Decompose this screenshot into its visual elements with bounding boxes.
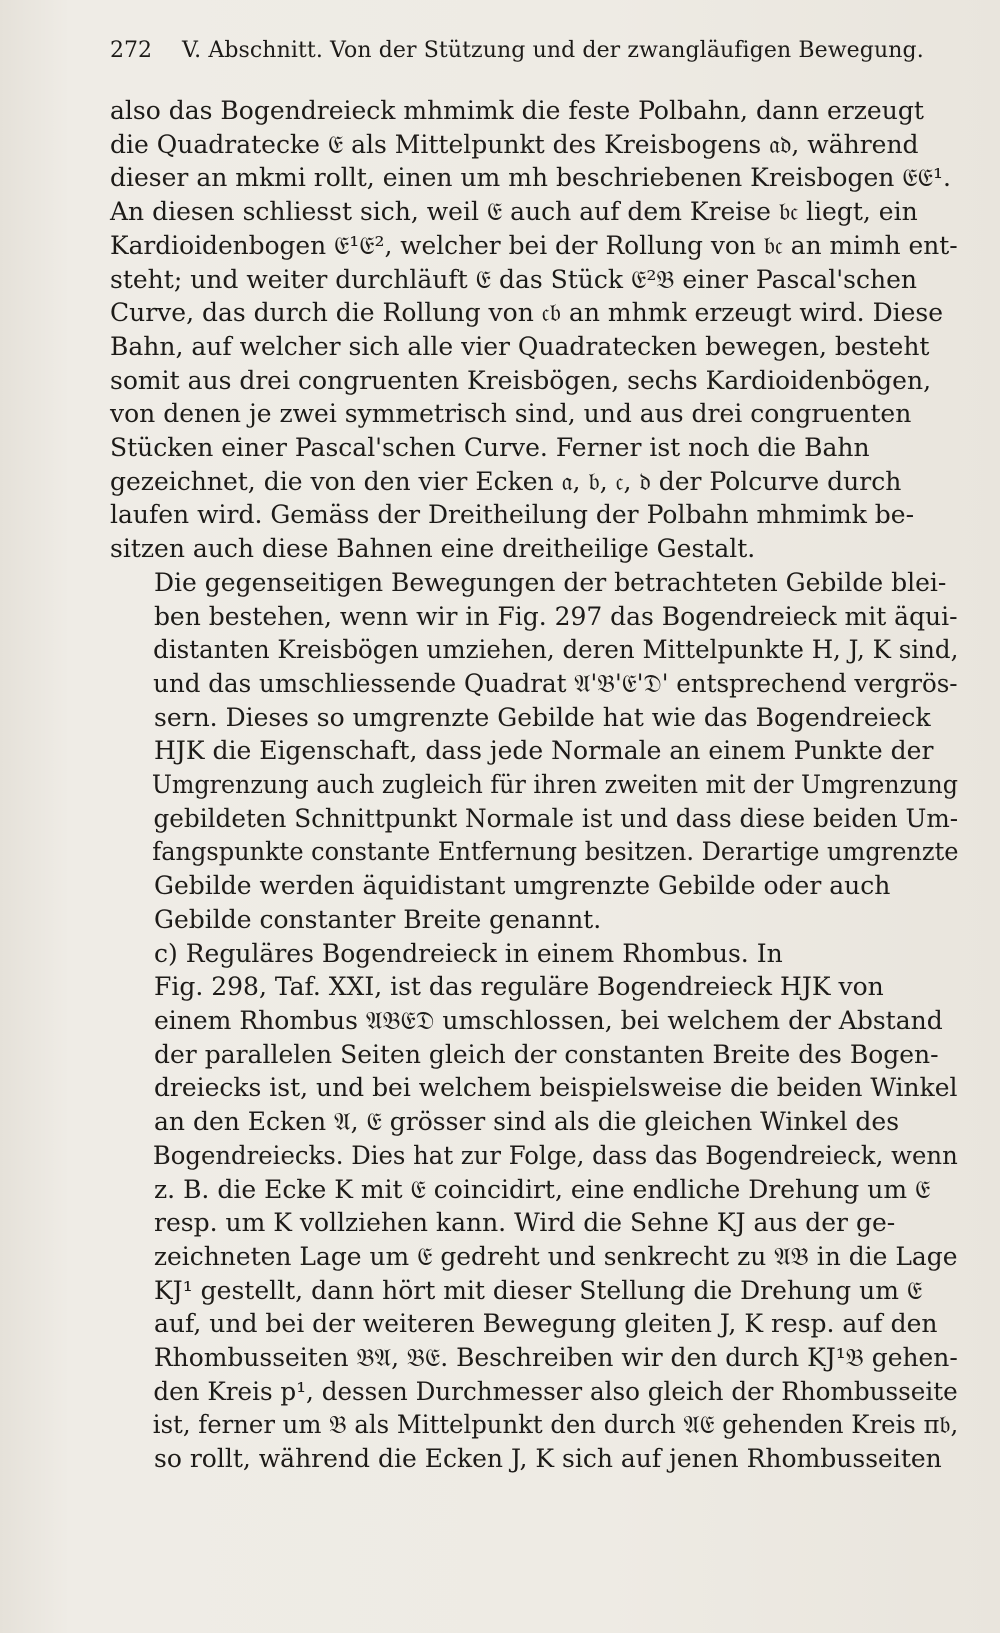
text-line: gebildeten Schnittpunkt Normale ist und dass diese beiden Um-	[153, 803, 959, 833]
text-line: gezeichnet, die von den vier Ecken 𝔞, 𝔟, 𝔠, 𝔡 der Polcurve durch	[110, 466, 902, 496]
text-line: c) Reguläres Bogendreieck in einem Rhombus. In	[154, 938, 783, 968]
text-line: auf, und bei der weiteren Bewegung gleiten J, K resp. auf den	[154, 1309, 938, 1339]
text-line: Umgrenzung auch zugleich für ihren zweiten mit der Umgrenzung	[151, 770, 958, 800]
text-line: ist, ferner um 𝔅 als Mittelpunkt den durch 𝔄𝔈 gehenden Kreis π𝔟,	[152, 1410, 959, 1440]
text-line: Gebilde werden äquidistant umgrenzte Gebilde oder auch	[154, 871, 891, 901]
text-line: und das umschliessende Quadrat 𝔄'𝔅'𝔈'𝔇' entsprechend vergrös-	[153, 668, 958, 698]
text-line: distanten Kreisbögen umziehen, deren Mittelpunkte H, J, K sind,	[153, 635, 959, 665]
text-line: Stücken einer Pascal'schen Curve. Ferner ist noch die Bahn	[110, 433, 870, 463]
text-line: an den Ecken 𝔄, 𝔈 grösser sind als die gleichen Winkel des	[154, 1107, 900, 1137]
text-line: Curve, das durch die Rollung von 𝔠𝔟 an mhmk erzeugt wird. Diese	[110, 298, 944, 328]
paragraph	[110, 566, 958, 937]
text-line: Kardioidenbogen 𝔈¹𝔈², welcher bei der Rollung von 𝔟𝔠 an mimh ent-	[110, 230, 958, 260]
text-line: HJK die Eigenschaft, dass jede Normale an einem Punkte der	[154, 736, 934, 766]
text-line: z. B. die Ecke K mit 𝔈 coincidirt, eine endliche Drehung um 𝔈	[154, 1174, 931, 1204]
text-line: Die gegenseitigen Bewegungen der betrachteten Gebilde blei-	[154, 567, 947, 597]
text-line: ben bestehen, wenn wir in Fig. 297 das Bogendreieck mit äqui-	[153, 601, 958, 631]
text-line: sern. Dieses so umgrenzte Gebilde hat wie das Bogendreieck	[154, 702, 931, 732]
running-head: V. Abschnitt. Von der Stützung und der zwangläufigen Bewegung.	[182, 38, 924, 63]
text-line: Fig. 298, Taf. XXI, ist das reguläre Bogendreieck HJK von	[154, 972, 884, 1002]
text-line: Gebilde constanter Breite genannt.	[154, 904, 602, 934]
text-line: An diesen schliesst sich, weil 𝔈 auch auf dem Kreise 𝔟𝔠 liegt, ein	[110, 197, 918, 227]
text-line: Bogendreiecks. Dies hat zur Folge, dass das Bogendreieck, wenn	[152, 1140, 958, 1170]
text-line: steht; und weiter durchläuft 𝔈 das Stück 𝔈²𝔅 einer Pascal'schen	[110, 264, 917, 294]
text-line: einem Rhombus 𝔄𝔅𝔈𝔇 umschlossen, bei welchem der Abstand	[154, 1005, 943, 1035]
text-line: zeichneten Lage um 𝔈 gedreht und senkrecht zu 𝔄𝔅 in die Lage	[153, 1241, 958, 1271]
paragraph	[110, 94, 958, 566]
text-line: sitzen auch diese Bahnen eine dreitheilige Gestalt.	[110, 534, 756, 564]
body-text	[110, 94, 958, 1476]
text-line: der parallelen Seiten gleich der constanten Breite des Bogen-	[154, 1039, 939, 1069]
text-line: dieser an mkmi rollt, einen um mh beschriebenen Kreisbogen 𝔈𝔈¹.	[110, 163, 951, 193]
text-line: laufen wird. Gemäss der Dreitheilung der Polbahn mhmimk be-	[110, 500, 915, 530]
text-line: fangspunkte constante Entfernung besitzen. Derartige umgrenzte	[152, 837, 959, 867]
text-line: Rhombusseiten 𝔅𝔄, 𝔅𝔈. Beschreiben wir den durch KJ¹𝔅 gehen-	[153, 1343, 958, 1373]
text-line: so rollt, während die Ecken J, K sich auf jenen Rhombusseiten	[154, 1444, 942, 1474]
text-line: KJ¹ gestellt, dann hört mit dieser Stellung die Drehung um 𝔈	[154, 1275, 923, 1305]
text-line: von denen je zwei symmetrisch sind, und aus drei congruenten	[110, 399, 912, 429]
page-header	[110, 36, 954, 66]
text-line: resp. um K vollziehen kann. Wird die Sehne KJ aus der ge-	[154, 1208, 896, 1238]
text-line: dreiecks ist, und bei welchem beispielsweise die beiden Winkel	[153, 1073, 958, 1103]
text-line: also das Bogendreieck mhmimk die feste Polbahn, dann erzeugt	[110, 96, 924, 125]
text-line: Bahn, auf welcher sich alle vier Quadratecken bewegen, besteht	[110, 331, 930, 361]
paragraph	[110, 937, 958, 1476]
text-line: somit aus drei congruenten Kreisbögen, sechs Kardioidenbögen,	[110, 365, 932, 395]
page-number: 272	[110, 38, 152, 63]
text-line: den Kreis p¹, dessen Durchmesser also gleich der Rhombusseite	[153, 1376, 958, 1406]
text-line: die Quadratecke 𝔈 als Mittelpunkt des Kreisbogens 𝔞𝔡, während	[110, 129, 919, 159]
